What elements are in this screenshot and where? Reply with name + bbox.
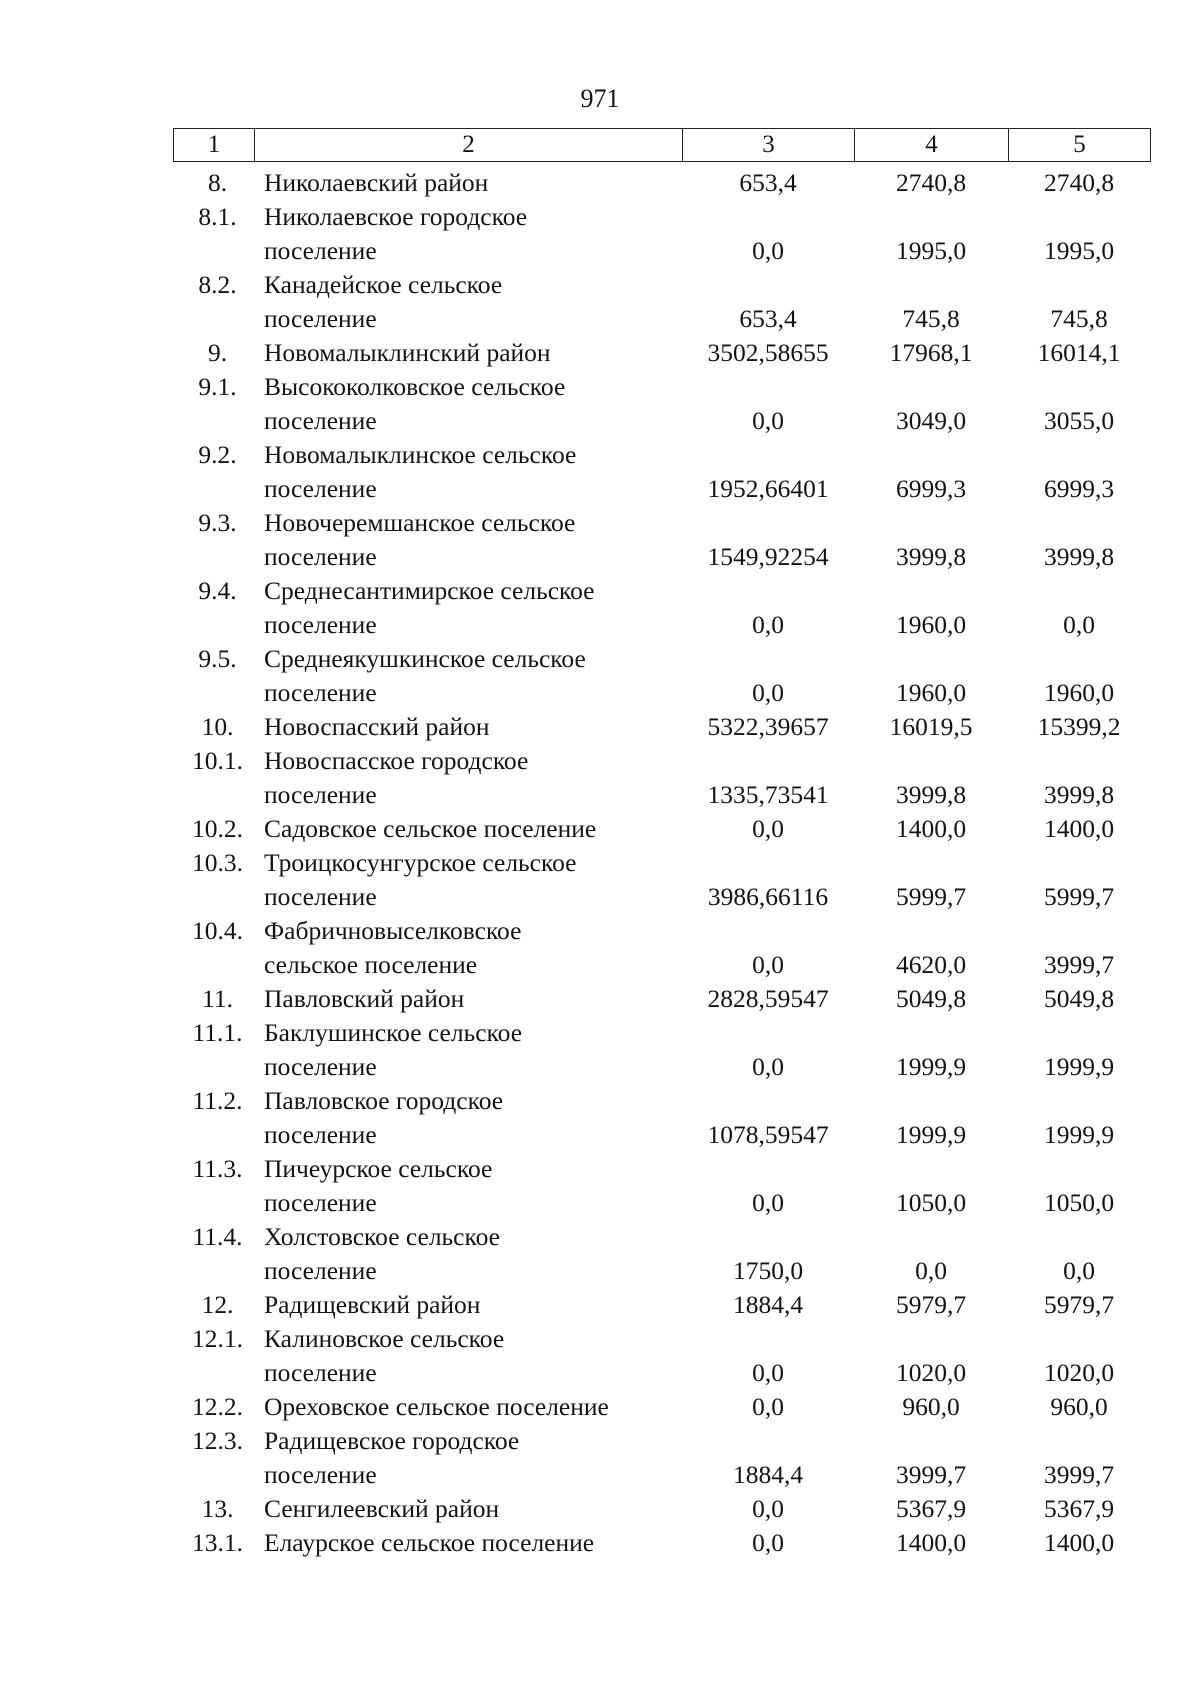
row-name-line: поселение [264,236,377,265]
row-value-col-5: 1400,0 [1043,814,1115,843]
row-name-line: поселение [264,1256,377,1285]
row-name-line: поселение [264,1120,377,1149]
row-name-line: Новочеремшанское сельское [264,508,576,537]
row-name [262,642,682,710]
row-value-col-5: 3999,8 [1043,542,1115,571]
row-number: 11.2. [192,1086,243,1115]
row-value-col-4: 0,0 [915,1256,947,1285]
row-number: 11.1. [192,1018,243,1047]
row-name [262,812,682,846]
row-name [262,982,682,1016]
row-number: 10.2. [192,814,243,843]
row-name-line: Среднеякушкинское сельское [264,644,586,673]
row-name-line: Ореховское сельское поселение [264,1392,609,1421]
row-value-col-5: 6999,3 [1043,474,1115,503]
row-number: 9. [207,338,228,367]
row-value-col-4: 1050,0 [895,1188,967,1217]
row-number: 11.3. [192,1154,243,1183]
row-value-col-5: 5049,8 [1043,984,1115,1013]
row-name-line: Новомалыклинский район [264,338,551,367]
row-name [262,1526,682,1560]
table-row [173,846,1150,914]
row-name [262,574,682,642]
row-name-line: Николаевское городское [264,202,528,231]
row-number: 10. [201,712,234,741]
row-value-col-5: 2740,8 [1043,168,1115,197]
table-row [173,1390,1150,1424]
row-value-col-4: 1020,0 [895,1358,967,1387]
header-col-1: 1 [174,129,255,162]
table-header [173,128,1151,162]
row-value-col-5: 1999,9 [1043,1120,1115,1149]
row-value-col-5: 5367,9 [1043,1494,1115,1523]
row-name [262,1016,682,1084]
table-row [173,1526,1150,1560]
row-name [262,1322,682,1390]
table-row [173,1322,1150,1390]
row-number: 10.3. [192,848,243,877]
row-value-col-4: 5999,7 [895,882,967,911]
row-value-col-5: 5999,7 [1043,882,1115,911]
row-name-line: поселение [264,610,377,639]
row-name-line: Садовское сельское поселение [264,814,597,843]
row-value-col-5: 0,0 [1063,610,1095,639]
table-row [173,812,1150,846]
table-row [173,268,1150,336]
row-name-line: поселение [264,678,377,707]
row-value-col-5: 3999,7 [1043,1460,1115,1489]
table-row [173,914,1150,982]
row-number: 9.5. [198,644,237,673]
row-value-col-5: 1960,0 [1043,678,1115,707]
row-name-line: Сенгилеевский район [264,1494,500,1523]
row-name-line: Павловское городское [264,1086,504,1115]
table-row [173,1288,1150,1322]
row-name-line: поселение [264,406,377,435]
row-number: 13. [201,1494,234,1523]
table-row [173,1220,1150,1288]
row-value-col-3: 0,0 [752,678,784,707]
row-name-line: Павловский район [264,984,465,1013]
row-value-col-4: 5979,7 [895,1290,967,1319]
table-row [173,166,1150,200]
table-row [173,370,1150,438]
row-value-col-3: 3502,58655 [707,338,829,367]
row-value-col-5: 3999,7 [1043,950,1115,979]
row-name [262,166,682,200]
table-row [173,1152,1150,1220]
table-row [173,574,1150,642]
row-value-col-4: 1960,0 [895,678,967,707]
row-name-line: Радищевский район [264,1290,481,1319]
row-value-col-4: 3049,0 [895,406,967,435]
row-name-line: Николаевский район [264,168,489,197]
row-value-col-4: 745,8 [902,304,960,333]
row-name [262,914,682,982]
row-name-line: Елаурское сельское поселение [264,1528,595,1557]
row-value-col-3: 0,0 [752,1392,784,1421]
table-row [173,1084,1150,1152]
table-row [173,642,1150,710]
row-name-line: Пичеурское сельское [264,1154,493,1183]
row-value-col-3: 2828,59547 [707,984,829,1013]
row-name-line: поселение [264,1460,377,1489]
row-name-line: поселение [264,542,377,571]
row-name [262,1084,682,1152]
row-value-col-3: 0,0 [752,610,784,639]
row-name [262,1390,682,1424]
row-name-line: поселение [264,1188,377,1217]
row-name-line: Фабричновыселковское [264,916,522,945]
row-name [262,200,682,268]
row-number: 8.1. [198,202,237,231]
row-value-col-5: 1020,0 [1043,1358,1115,1387]
row-value-col-4: 1999,9 [895,1120,967,1149]
row-value-col-3: 0,0 [752,1188,784,1217]
row-value-col-3: 1952,66401 [707,474,829,503]
row-value-col-3: 0,0 [752,1358,784,1387]
table-body [173,166,1150,1560]
row-name-line: поселение [264,1052,377,1081]
table-row [173,744,1150,812]
row-value-col-3: 1549,92254 [707,542,829,571]
row-value-col-4: 960,0 [902,1392,960,1421]
row-number: 9.4. [198,576,237,605]
row-number: 10.4. [192,916,243,945]
row-name [262,438,682,506]
row-name-line: поселение [264,304,377,333]
row-value-col-3: 1884,4 [732,1460,804,1489]
row-value-col-5: 960,0 [1050,1392,1108,1421]
row-name-line: сельское поселение [264,950,478,979]
row-value-col-5: 1995,0 [1043,236,1115,265]
row-value-col-5: 0,0 [1063,1256,1095,1285]
row-name [262,744,682,812]
row-value-col-5: 15399,2 [1037,712,1121,741]
row-name-line: Радищевское городское [264,1426,520,1455]
row-value-col-4: 3999,8 [895,542,967,571]
row-value-col-3: 653,4 [739,168,797,197]
row-value-col-4: 17968,1 [889,338,973,367]
row-value-col-3: 653,4 [739,304,797,333]
row-name [262,1152,682,1220]
row-value-col-3: 0,0 [752,1052,784,1081]
row-name [262,1220,682,1288]
row-value-col-5: 1999,9 [1043,1052,1115,1081]
row-number: 11. [202,984,233,1013]
row-value-col-4: 1999,9 [895,1052,967,1081]
row-name [262,1288,682,1322]
row-value-col-4: 5049,8 [895,984,967,1013]
row-value-col-3: 1335,73541 [707,780,829,809]
row-name [262,1492,682,1526]
row-name-line: поселение [264,780,377,809]
header-col-4: 4 [855,129,1009,162]
row-name [262,710,682,744]
table-row [173,982,1150,1016]
row-value-col-3: 0,0 [752,1494,784,1523]
row-number: 9.1. [198,372,237,401]
table-row [173,200,1150,268]
row-name-line: Высококолковское сельское [264,372,566,401]
header-col-2: 2 [255,129,683,162]
row-name-line: Новомалыклинское сельское [264,440,577,469]
row-value-col-4: 1400,0 [895,1528,967,1557]
row-name [262,1424,682,1492]
row-name-line: Новоспасский район [264,712,490,741]
row-value-col-3: 1078,59547 [707,1120,829,1149]
row-number: 9.3. [198,508,237,537]
row-value-col-5: 5979,7 [1043,1290,1115,1319]
row-number: 9.2. [198,440,237,469]
row-value-col-3: 0,0 [752,1528,784,1557]
row-number: 12.1. [192,1324,243,1353]
row-value-col-5: 3055,0 [1043,406,1115,435]
row-value-col-4: 3999,8 [895,780,967,809]
row-name-line: Новоспасское городское [264,746,529,775]
table-row [173,1016,1150,1084]
row-value-col-4: 6999,3 [895,474,967,503]
header-col-3: 3 [683,129,855,162]
table-row [173,438,1150,506]
row-value-col-4: 16019,5 [889,712,973,741]
row-name-line: Холстовское сельское [264,1222,500,1251]
row-name [262,846,682,914]
row-name [262,336,682,370]
row-number: 12.2. [192,1392,243,1421]
row-value-col-4: 1400,0 [895,814,967,843]
table-row [173,336,1150,370]
page-number: 971 [580,84,620,113]
row-name-line: поселение [264,882,377,911]
row-value-col-5: 1050,0 [1043,1188,1115,1217]
row-name-line: поселение [264,474,377,503]
table-row [173,506,1150,574]
row-value-col-3: 1750,0 [732,1256,804,1285]
row-name-line: Среднесантимирское сельское [264,576,595,605]
table-row [173,1424,1150,1492]
header-col-5: 5 [1009,129,1151,162]
row-value-col-4: 4620,0 [895,950,967,979]
row-value-col-4: 1995,0 [895,236,967,265]
row-value-col-3: 0,0 [752,814,784,843]
row-value-col-3: 0,0 [752,950,784,979]
row-value-col-4: 5367,9 [895,1494,967,1523]
row-number: 8.2. [198,270,237,299]
row-number: 11.4. [192,1222,243,1251]
row-number: 12.3. [192,1426,243,1455]
row-value-col-5: 3999,8 [1043,780,1115,809]
row-value-col-4: 3999,7 [895,1460,967,1489]
row-value-col-3: 3986,66116 [707,882,829,911]
row-number: 10.1. [192,746,243,775]
row-number: 12. [201,1290,234,1319]
row-name-line: Троицкосунгурское сельское [264,848,577,877]
row-name-line: Калиновское сельское [264,1324,505,1353]
row-value-col-3: 0,0 [752,236,784,265]
row-value-col-3: 1884,4 [732,1290,804,1319]
row-value-col-3: 5322,39657 [707,712,829,741]
row-number: 8. [207,168,228,197]
row-value-col-5: 1400,0 [1043,1528,1115,1557]
row-value-col-4: 1960,0 [895,610,967,639]
row-name-line: Баклушинское сельское [264,1018,523,1047]
row-value-col-5: 16014,1 [1037,338,1121,367]
row-value-col-5: 745,8 [1050,304,1108,333]
row-name-line: Канадейское сельское [264,270,503,299]
table-row [173,710,1150,744]
row-name [262,268,682,336]
row-name [262,370,682,438]
row-number: 13.1. [192,1528,243,1557]
row-value-col-4: 2740,8 [895,168,967,197]
table-row [173,1492,1150,1526]
row-value-col-3: 0,0 [752,406,784,435]
row-name-line: поселение [264,1358,377,1387]
row-name [262,506,682,574]
